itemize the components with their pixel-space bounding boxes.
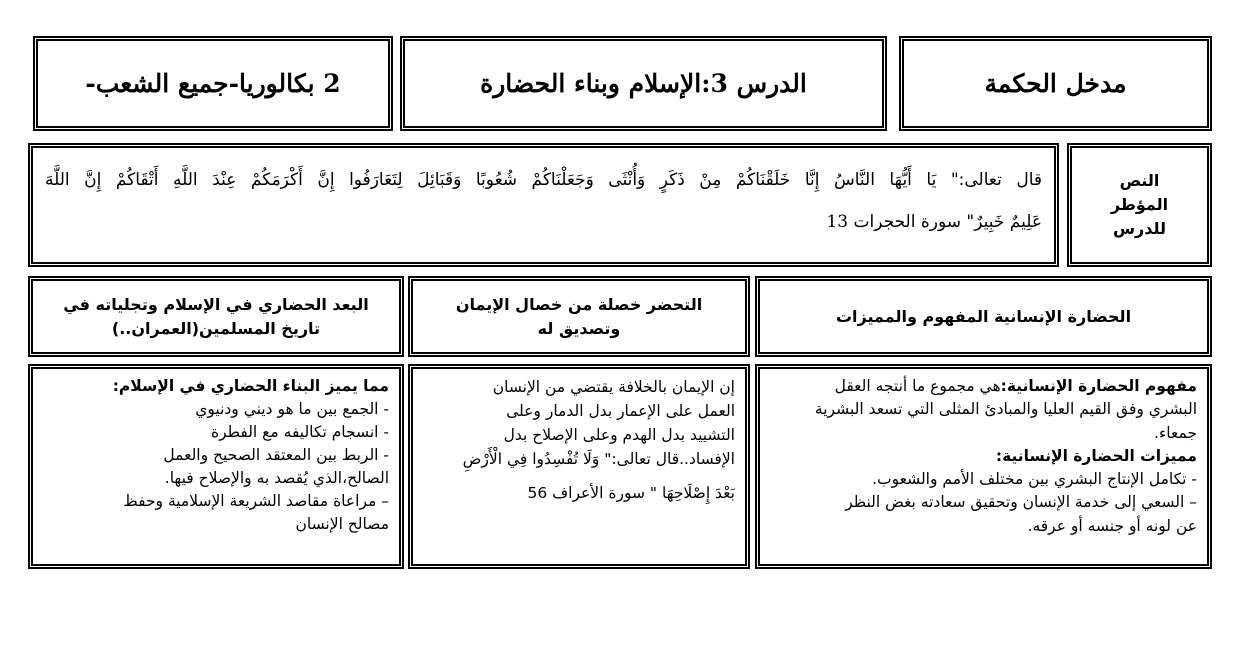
col1-feature-3: عن لونه أو جنسه أو عرقه. [1027,516,1197,535]
focus-label-box [1067,143,1212,267]
col3-body: مما يميز البناء الحضاري في الإسلام: - الجمع بين ما هو ديني ودنيوي - انسجام تكاليفه مع الفطرة - الربط بين المعتقد الصحيح والعمل الصالح،الذي يُقصد به والإصلاح فيها. – مراعاة مقاصد الشريعة الإسلامية وحفظ مصالح الإنسان [33,369,399,540]
col3-body-box [28,364,404,569]
col3-item-1: - الجمع بين ما هو ديني ودنيوي [195,399,389,418]
lesson-title-box [400,36,887,131]
focus-verse-end: عَلِيمٌ خَبِيرٌ" [966,212,1042,232]
focus-verse-line-2 [33,212,1054,232]
col1-feature-2: – السعي إلى خدمة الإنسان وتحقيق سعادته بغض النظر [845,493,1197,512]
col1-feature-1: - تكامل الإنتاج البشري بين مختلف الأمم والشعوب. [872,470,1197,488]
focus-text-box [28,143,1059,267]
col1-features-title: مميزات الحضارة الإنسانية: [995,446,1197,465]
col3-item-2: - انسجام تكاليفه مع الفطرة [210,422,389,441]
focus-verse-line-1: قال تعالى:" يَا أَيُّهَا النَّاسُ إِنَّا خَلَقْنَاكُمْ مِنْ ذَكَرٍ وَأُنْثَى وَجَعَلْنَاكُمْ شُعُوبًا وَقَبَائِلَ لِتَعَارَفُوا إِنَّ أَكْرَمَكُمْ عِنْدَ اللَّهِ أَتْقَاكُمْ إِنَّ اللَّهَ [45,170,1042,190]
lesson-title: الدرس 3:الإسلام وبناء الحضارة [480,69,807,98]
col3-header: البعد الحضاري في الإسلام وتجلياته في تاريخ المسلمين(العمران..) [63,295,369,338]
col2-header: التحضر خصلة من خصال الإيمان وتصديق له [455,295,703,338]
col3-item-3: - الربط بين المعتقد الصحيح والعمل [163,445,389,464]
col1-definition: مفهوم الحضارة الإنسانية:هي مجموع ما أنتجه العقل [834,377,1197,395]
col2-body-box [408,364,750,569]
col2-body: إن الإيمان بالخلافة يقتضي من الإنسان العمل على الإعمار بدل الدمار وعلى التشييد بدل الهدم وعلى الإصلاح بدل الإفساد..قال تعالى:" وَلَا تُفْسِدُوا فِي الْأَرْضِ بَعْدَ إِصْلَاحِهَا " سورة الأعراف 56 [413,369,745,509]
focus-label: النص المؤطر للدرس [1110,171,1169,238]
col3-title: مما يميز البناء الحضاري في الإسلام: [112,377,389,395]
col3-header-box [28,276,404,357]
col3-item-4: – مراعاة مقاصد الشريعة الإسلامية وحفظ [123,491,389,510]
col2-verse-line-2: بَعْدَ إِصْلَاحِهَا " سورة الأعراف 56 [527,484,735,503]
unit-title: مدخل الحكمة [984,69,1127,98]
level-title: 2 بكالوريا-جميع الشعب- [85,69,341,98]
level-title-box [33,36,393,131]
col1-body: مفهوم الحضارة الإنسانية:هي مجموع ما أنتجه العقل البشري وفق القيم العليا والمبادئ المثلى التي تسعد البشرية جمعاء. مميزات الحضارة الإنسانية: - تكامل الإنتاج البشري بين مختلف الأمم والشعوب. – السعي إلى خدمة الإنسان وتحقيق سعادته بغض النظر عن لونه أو جنسه أو عرقه. [760,369,1207,542]
col1-body-box [755,364,1212,569]
col1-header-box [755,276,1212,357]
unit-title-box [899,36,1212,131]
col1-header: الحضارة الإنسانية المفهوم والمميزات [835,306,1132,326]
col2-verse-line-1: الإفساد..قال تعالى:" وَلَا تُفْسِدُوا فِي الْأَرْضِ [462,450,735,469]
focus-surah-ref: سورة الحجرات 13 [826,212,961,232]
col2-header-box [408,276,750,357]
